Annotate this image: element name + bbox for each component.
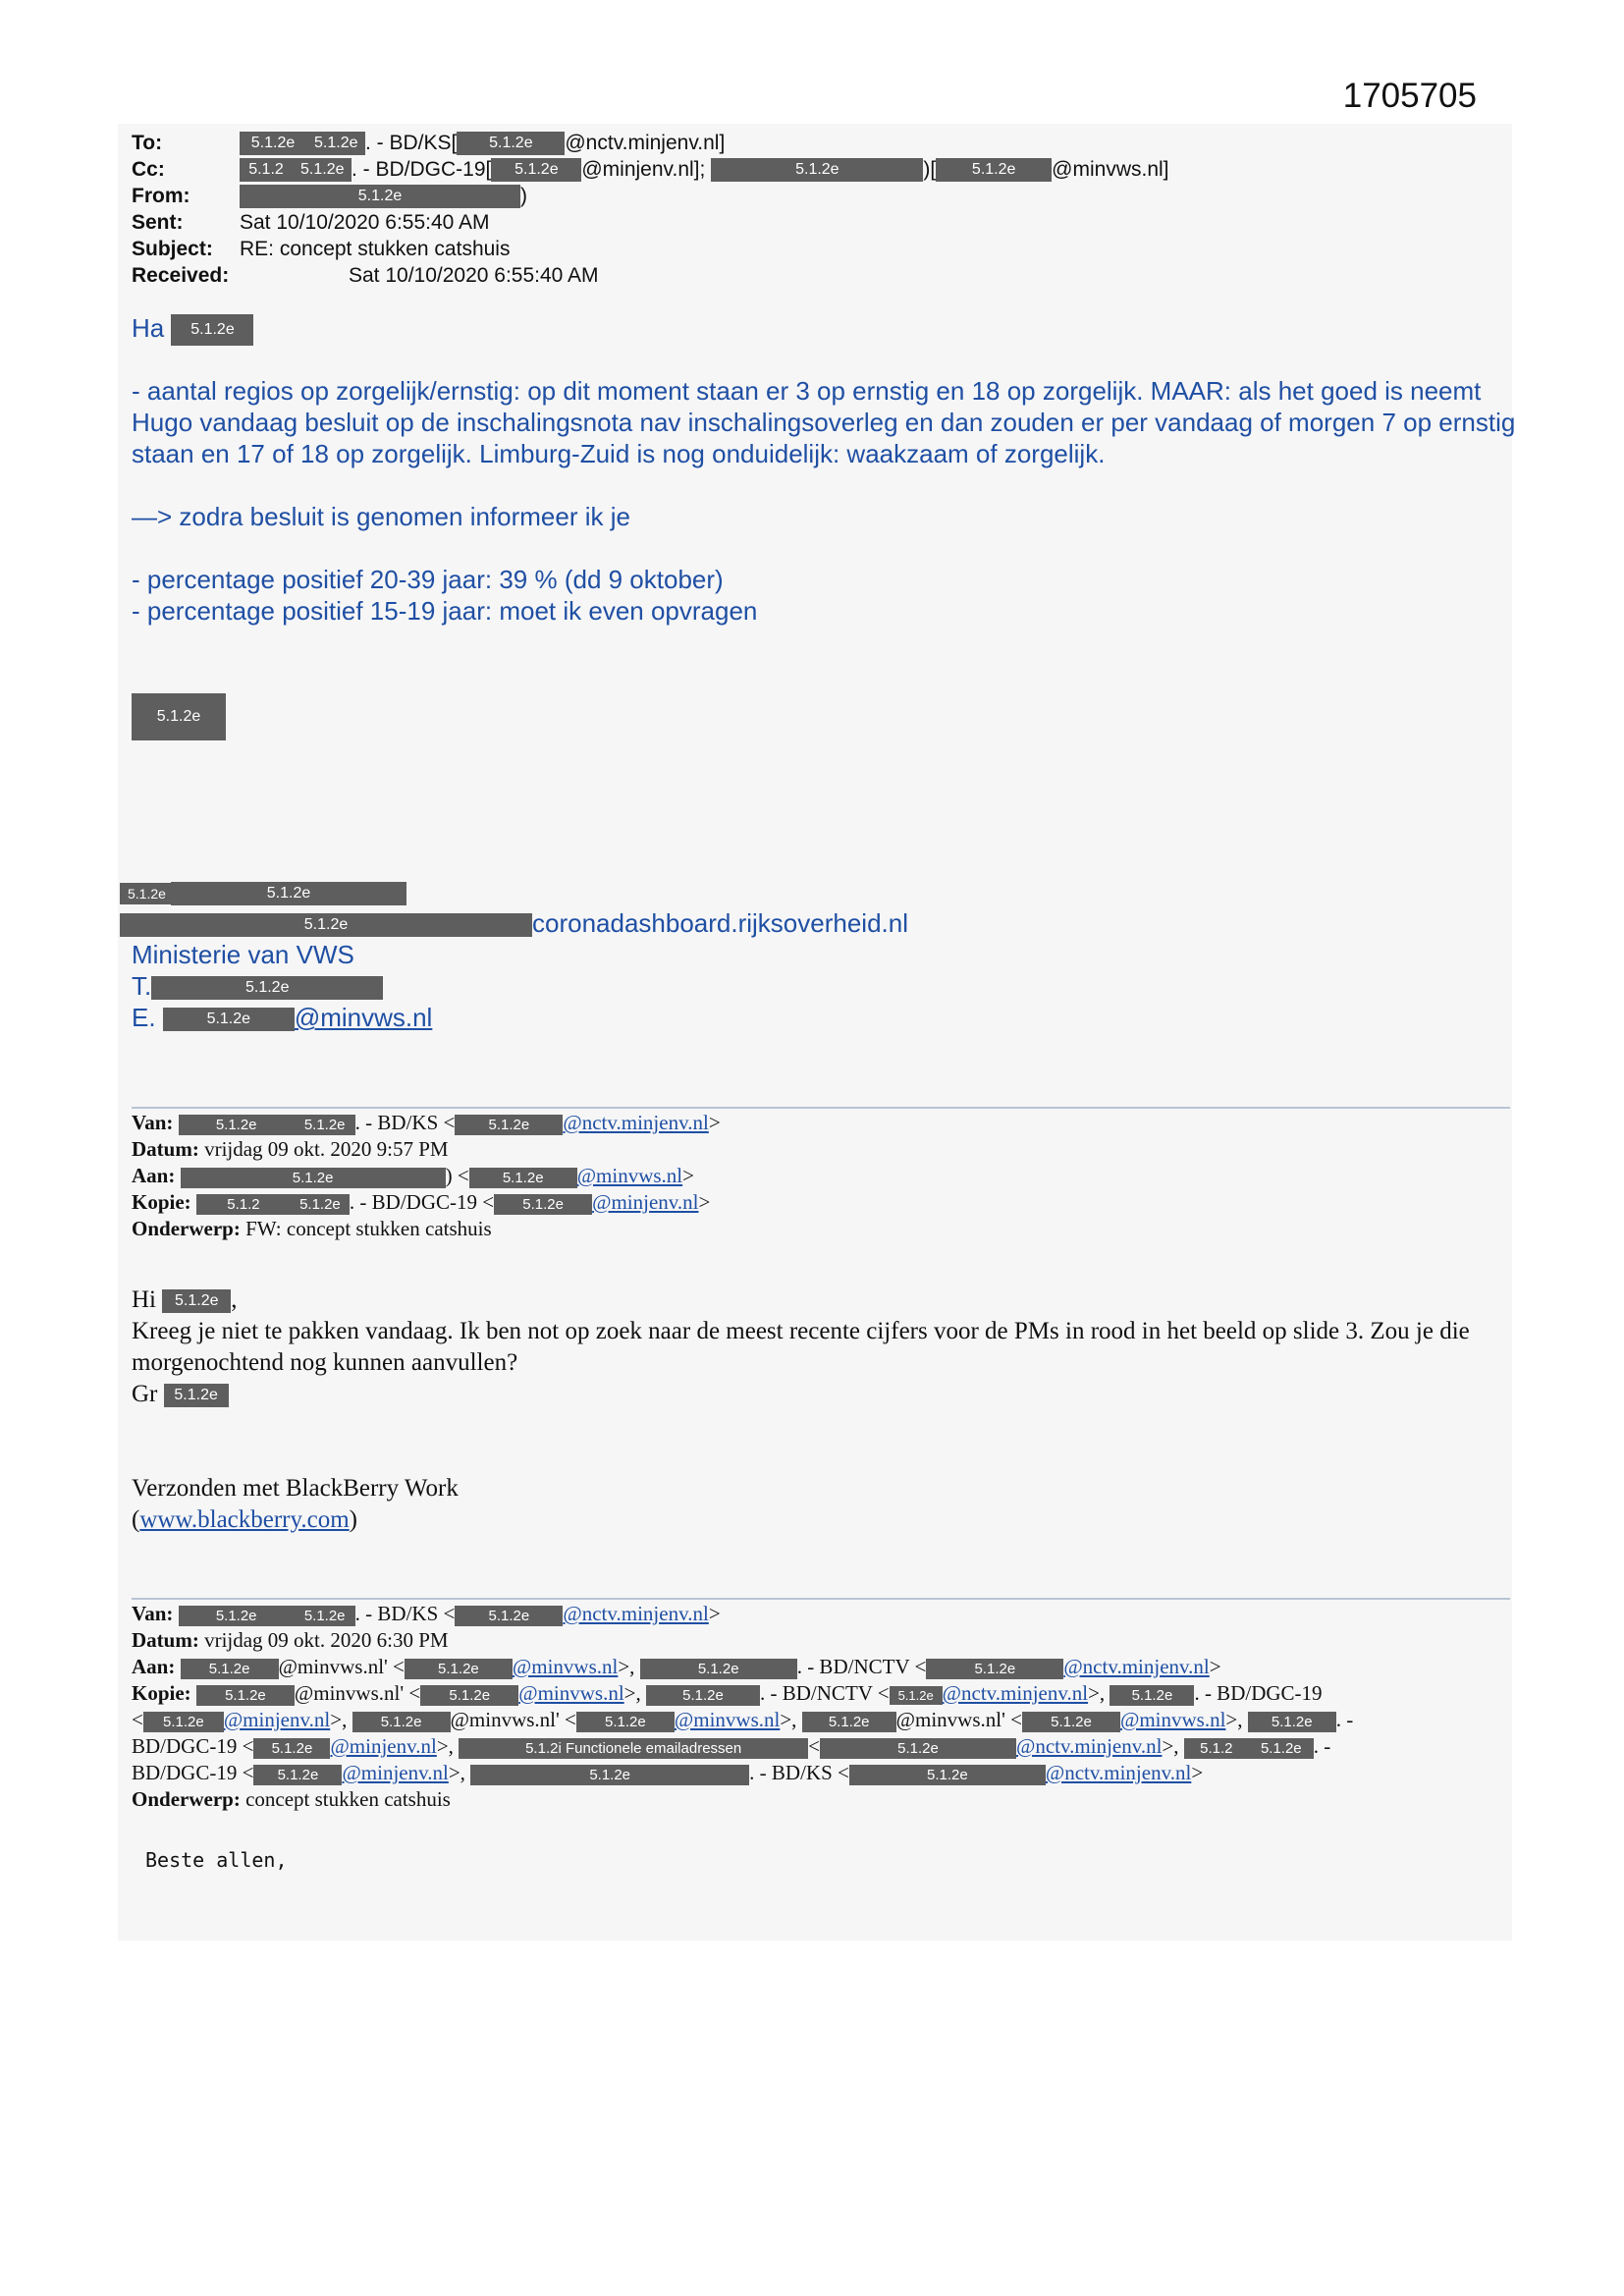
redaction: 5.1.2e xyxy=(457,132,565,155)
redaction: 5.1.2e xyxy=(469,1168,577,1188)
redaction: 5.1.2e xyxy=(1248,1712,1336,1732)
redaction: 5.1.2e xyxy=(164,1384,229,1407)
redaction: 5.1.2e xyxy=(162,1289,231,1313)
redaction: 5.1.2e xyxy=(291,1194,350,1215)
cc-domain: @minjenv.nl]; xyxy=(581,158,706,181)
redaction: 5.1.2e xyxy=(293,158,352,182)
to-domain: @nctv.minjenv.nl] xyxy=(565,132,726,154)
subject-row xyxy=(132,236,1169,262)
original-greeting: Beste allen, xyxy=(145,1848,288,1872)
to-row xyxy=(132,130,1169,156)
redaction: 5.1.2e xyxy=(1249,1738,1314,1759)
redaction: 5.1.2e xyxy=(802,1712,896,1732)
email-link[interactable]: @minjenv.nl xyxy=(342,1761,449,1784)
redaction: 5.1.2 xyxy=(240,158,293,182)
sent-label: Sent: xyxy=(132,211,184,234)
redaction: 5.1.2e xyxy=(196,1685,295,1706)
reply-paragraph: - percentage positief 15-19 jaar: moet ik even opvragen xyxy=(132,596,758,627)
email-link[interactable]: @nctv.minjenv.nl xyxy=(1016,1734,1163,1758)
forward-text: Kreeg je niet te pakken vandaag. Ik ben not op zoek naar de meest recente cijfers voor de PMs in rood in het beeld op slide 3. Zou je die morgenochtend nog kunnen aanvullen? xyxy=(132,1318,1470,1376)
email-link[interactable]: @nctv.minjenv.nl xyxy=(1063,1655,1210,1678)
redaction: 5.1.2e xyxy=(253,1765,342,1785)
email-link[interactable]: @nctv.minjenv.nl xyxy=(1045,1761,1192,1784)
email-link[interactable]: @nctv.minjenv.nl xyxy=(942,1681,1089,1705)
redaction: 5.1.2e xyxy=(253,1738,330,1759)
signature-line xyxy=(120,876,908,907)
dashboard-site: coronadashboard.rijksoverheid.nl xyxy=(532,908,909,938)
redaction: 5.1.2e xyxy=(1022,1712,1120,1732)
kopie-row: BD/DGC-19 < 5.1.2e @minjenv.nl>, 5.1.2e . - BD/KS < 5.1.2e @nctv.minjenv.nl> xyxy=(132,1761,1204,1784)
blackberry-link[interactable]: www.blackberry.com xyxy=(139,1506,350,1533)
reply-paragraph: - aantal regios op zorgelijk/ernstig: op dit moment staan er 3 op ernstig en 18 op zorgelijk. MAAR: als het goed is neemt Hugo vandaag besluit op de inschalingsnota nav inschalingsoverleg en dan zouden er per vandaag of morgen 7 op ernstig staan en 17 of 18 op zorgelijk. Limburg-Zuid is nog onduidelijk: waakzaam of zorgelijk. xyxy=(132,376,1516,469)
ministry-name: Ministerie van VWS xyxy=(132,940,354,969)
redaction: 5.1.2 xyxy=(1184,1738,1249,1759)
redaction: 5.1.2e xyxy=(171,882,406,905)
redaction: 5.1.2e xyxy=(306,132,365,155)
reply-body xyxy=(132,312,1526,740)
redaction: 5.1.2e xyxy=(420,1685,518,1706)
redaction: 5.1.2e xyxy=(849,1765,1046,1785)
aan-row: Aan: 5.1.2e @minvws.nl' < 5.1.2e @minvws.nl>, 5.1.2e . - BD/NCTV < 5.1.2e @nctv.minjenv.nl> xyxy=(132,1655,1221,1678)
reply-greeting: Ha 5.1.2e xyxy=(132,312,1526,346)
kopie-row: < 5.1.2e @minjenv.nl>, 5.1.2e @minvws.nl' < 5.1.2e @minvws.nl>, 5.1.2e @minvws.nl' < 5.1.2e @minvws.nl>, 5.1.2e . - xyxy=(132,1708,1354,1731)
subject-label: Subject: xyxy=(132,238,213,260)
phone-line: T. 5.1.2e xyxy=(120,970,908,1002)
forward-header xyxy=(132,1110,721,1242)
redaction: 5.1.2e xyxy=(926,1659,1063,1679)
redaction: 5.1.2e xyxy=(240,132,306,155)
redaction: 5.1.2 xyxy=(196,1194,291,1215)
cc-row xyxy=(132,156,1169,183)
onderwerp-row: Onderwerp: concept stukken catshuis xyxy=(132,1787,451,1811)
redaction: 5.1.2e xyxy=(295,1606,355,1626)
redaction: 5.1.2e xyxy=(120,883,171,904)
forward-signoff: Gr 5.1.2e xyxy=(132,1379,1506,1410)
cc-text: . - BD/DGC-19[ xyxy=(352,158,492,181)
email-link[interactable]: @minvws.nl xyxy=(1119,1708,1226,1731)
redaction: 5.1.2e xyxy=(576,1712,675,1732)
van-row: Van: 5.1.2e 5.1.2e . - BD/KS < 5.1.2e @nctv.minjenv.nl> xyxy=(132,1111,721,1134)
signature-block xyxy=(120,876,908,1033)
cc-domain: @minvws.nl] xyxy=(1052,158,1169,181)
redaction: 5.1.2e xyxy=(936,158,1052,182)
kopie-row: Kopie: 5.1.2e @minvws.nl' < 5.1.2e @minvws.nl>, 5.1.2e . - BD/NCTV < 5.1.2e @nctv.minjenv.nl>, 5.1.2e . - BD/DGC-19 xyxy=(132,1681,1323,1705)
received-row xyxy=(132,262,1169,289)
redaction: 5.1.2e xyxy=(295,1115,355,1135)
onderwerp-row: Onderwerp: FW: concept stukken catshuis xyxy=(132,1217,492,1240)
van-row: Van: 5.1.2e 5.1.2e . - BD/KS < 5.1.2e @nctv.minjenv.nl> xyxy=(132,1602,721,1625)
email-link[interactable]: @minvws.nl xyxy=(674,1708,781,1731)
reply-paragraph: - percentage positief 20-39 jaar: 39 % (dd 9 oktober) xyxy=(132,565,724,595)
redaction: 5.1.2i Functionele emailadressen xyxy=(459,1738,808,1759)
redaction: 5.1.2e xyxy=(890,1686,943,1705)
subject-value: RE: concept stukken catshuis xyxy=(240,238,511,260)
redaction: 5.1.2e xyxy=(820,1738,1016,1759)
sent-with-note: Verzonden met BlackBerry Work xyxy=(132,1475,459,1502)
email-link[interactable]: @minjenv.nl xyxy=(592,1190,699,1214)
redaction: 5.1.2e xyxy=(470,1765,749,1785)
email-link[interactable]: @nctv.minjenv.nl xyxy=(563,1111,709,1134)
kopie-row: BD/DGC-19 < 5.1.2e @minjenv.nl>, 5.1.2i Functionele emailadressen < 5.1.2e @nctv.minjenv.nl>, 5.1.2 5.1.2e . - xyxy=(132,1734,1331,1758)
redaction: 5.1.2e xyxy=(143,1712,224,1732)
sent-value: Sat 10/10/2020 6:55:40 AM xyxy=(240,211,490,234)
aan-row: Aan: 5.1.2e ) < 5.1.2e @minvws.nl> xyxy=(132,1164,694,1187)
redaction: 5.1.2e xyxy=(491,158,581,182)
redaction: 5.1.2e xyxy=(711,158,923,182)
to-label: To: xyxy=(132,132,163,154)
email-link[interactable]: @minjenv.nl xyxy=(330,1734,437,1758)
email-link[interactable]: @minvws.nl xyxy=(512,1655,619,1678)
email-link[interactable]: @nctv.minjenv.nl xyxy=(563,1602,709,1625)
redaction: 5.1.2e xyxy=(240,185,520,208)
received-value: Sat 10/10/2020 6:55:40 AM xyxy=(349,264,599,287)
redaction: 5.1.2e xyxy=(181,1168,446,1188)
redaction: 5.1.2e xyxy=(120,913,532,937)
redaction: 5.1.2e xyxy=(640,1659,797,1679)
redaction: 5.1.2e xyxy=(455,1606,563,1626)
separator xyxy=(132,1107,1510,1109)
email-domain-link[interactable]: @minvws.nl xyxy=(294,1003,433,1032)
from-label: From: xyxy=(132,185,190,207)
reply-signoff xyxy=(132,693,1526,740)
separator xyxy=(132,1598,1510,1600)
forward-greeting: Hi 5.1.2e , xyxy=(132,1286,238,1313)
redaction: 5.1.2e xyxy=(494,1194,592,1215)
forward-body xyxy=(132,1285,1506,1536)
redaction: 5.1.2e xyxy=(181,1659,279,1679)
document-number: 1705705 xyxy=(1342,77,1477,115)
redaction: 5.1.2e xyxy=(1110,1685,1194,1706)
signature-line xyxy=(120,907,908,939)
cc-text: )[ xyxy=(923,158,937,181)
datum-row: Datum: vrijdag 09 okt. 2020 9:57 PM xyxy=(132,1137,449,1161)
email-line: E. 5.1.2e @minvws.nl xyxy=(132,1003,433,1032)
redaction: 5.1.2e xyxy=(132,693,226,740)
redaction: 5.1.2e xyxy=(646,1685,760,1706)
sent-row xyxy=(132,209,1169,236)
reply-paragraph: —> zodra besluit is genomen informeer ik je xyxy=(132,502,630,532)
redaction: 5.1.2e xyxy=(151,976,383,1000)
redaction: 5.1.2e xyxy=(405,1659,513,1679)
datum-row: Datum: vrijdag 09 okt. 2020 6:30 PM xyxy=(132,1628,449,1652)
email-header xyxy=(132,130,1169,289)
kopie-row: Kopie: 5.1.2 5.1.2e . - BD/DGC-19 < 5.1.2e @minjenv.nl> xyxy=(132,1190,711,1214)
email-link[interactable]: @minjenv.nl xyxy=(223,1708,331,1731)
from-text: ) xyxy=(520,185,527,207)
redaction: 5.1.2e xyxy=(171,314,253,346)
from-row xyxy=(132,183,1169,209)
blackberry-line: (www.blackberry.com) xyxy=(132,1506,357,1533)
original-header xyxy=(132,1601,1353,1813)
redaction: 5.1.2e xyxy=(455,1115,563,1135)
email-link[interactable]: @minvws.nl xyxy=(518,1681,624,1705)
redaction: 5.1.2e xyxy=(352,1712,451,1732)
redaction: 5.1.2e xyxy=(179,1115,295,1135)
redaction: 5.1.2e xyxy=(163,1008,295,1031)
cc-label: Cc: xyxy=(132,158,165,181)
received-label: Received: xyxy=(132,264,230,287)
redaction: 5.1.2e xyxy=(179,1606,295,1626)
email-link[interactable]: @minvws.nl xyxy=(576,1164,683,1187)
to-text: . - BD/KS[ xyxy=(365,132,458,154)
